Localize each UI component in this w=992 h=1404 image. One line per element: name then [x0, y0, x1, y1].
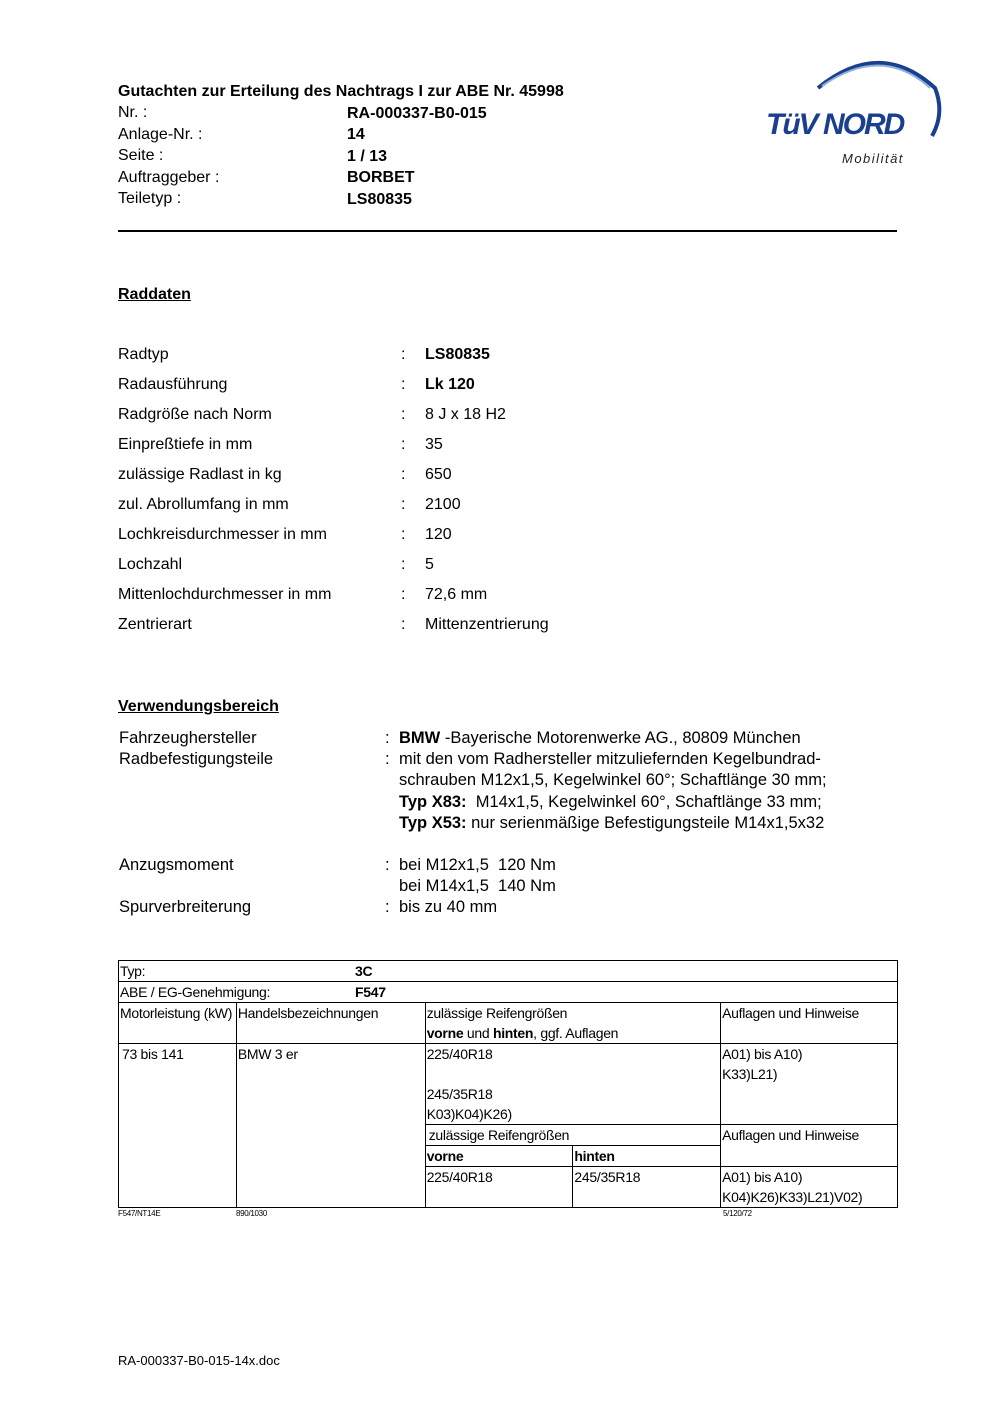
rad-label: zul. Abrollumfang in mm	[118, 496, 289, 513]
col-header-reifen	[425, 1003, 720, 1044]
sub-auflagen-b: K04)K26)K33)L21)V02)	[722, 1189, 863, 1205]
typ-value: 3C	[355, 963, 373, 979]
rad-label: zulässige Radlast in kg	[118, 466, 282, 483]
footer-filename: RA-000337-B0-015-14x.doc	[118, 1353, 280, 1368]
vehicle-spec-table	[118, 960, 898, 1208]
abe-cell	[119, 982, 898, 1003]
header-divider	[118, 230, 897, 232]
cell-reifen	[425, 1044, 720, 1125]
rad-colon: :	[401, 436, 406, 453]
vw-colon: :	[385, 856, 390, 874]
rad-label: Lochkreisdurchmesser in mm	[118, 526, 327, 543]
table-footnote-c: 5/120/72	[723, 1209, 752, 1218]
vw-label: Radbefestigungsteile	[119, 750, 274, 768]
sub-hinten-value: 245/35R18	[573, 1167, 721, 1208]
rad-value: 72,6 mm	[425, 586, 488, 603]
vw-value-line1: mit den vom Radhersteller mitzuliefernden Kegelbundrad-	[399, 750, 821, 768]
rad-value: 120	[425, 526, 452, 543]
rad-label: Zentrierart	[118, 616, 192, 633]
vw-typ-x83: Typ X83:	[399, 793, 467, 811]
col-header-rest: , ggf. Auflagen	[533, 1025, 619, 1041]
table-header-row	[119, 1003, 898, 1044]
header-value-teiletyp: LS80835	[347, 191, 412, 208]
table-row-typ	[119, 961, 898, 982]
header-value-nr: RA-000337-B0-015	[347, 105, 487, 122]
rad-value: LS80835	[425, 346, 490, 363]
table-row	[119, 1044, 898, 1125]
vw-value-line2: bei M14x1,5 140 Nm	[399, 877, 556, 895]
table-footnote-b: 890/1030	[236, 1209, 267, 1218]
rad-colon: :	[401, 556, 406, 573]
vw-colon: :	[385, 750, 390, 768]
header-value-anlage: 14	[347, 126, 365, 143]
logo-brand-text: TüV NORD	[766, 108, 904, 141]
vw-label: Anzugsmoment	[119, 856, 234, 874]
rad-label: Lochzahl	[118, 556, 183, 573]
sub-vorne-value: 225/40R18	[425, 1167, 573, 1208]
vw-value	[399, 728, 801, 749]
rad-value: 8 J x 18 H2	[425, 406, 506, 423]
cell-handel: BMW 3 er	[236, 1044, 425, 1208]
vw-value-line1: bei M12x1,5 120 Nm	[399, 856, 556, 874]
cell-reifen-a: 225/40R18	[426, 1046, 493, 1062]
cell-motor: 73 bis 141	[119, 1044, 237, 1208]
col-header-reifen-line1: zulässige Reifengrößen	[426, 1005, 568, 1021]
vw-label: Spurverbreiterung	[119, 898, 252, 916]
header-label-teiletyp: Teiletyp :	[118, 190, 182, 207]
typ-cell	[119, 961, 898, 982]
raddaten-title: Raddaten	[118, 286, 191, 303]
sub-hinten-header: hinten	[573, 1146, 721, 1167]
col-header-auflagen: Auflagen und Hinweise	[721, 1003, 898, 1044]
cell-auflagen-a: A01) bis A10)	[722, 1046, 803, 1062]
vw-brand: BMW	[399, 729, 441, 747]
header-value-seite: 1 / 13	[347, 148, 388, 165]
rad-colon: :	[401, 406, 406, 423]
typ-label: Typ:	[120, 963, 146, 979]
col-header-und: und	[463, 1025, 493, 1041]
header-label-auftraggeber: Auftraggeber :	[118, 169, 220, 186]
cell-reifen-c: K03)K04)K26)	[426, 1106, 512, 1122]
tuv-nord-logo	[760, 58, 950, 173]
rad-value: 650	[425, 466, 452, 483]
cell-reifen-b: 245/35R18	[426, 1086, 493, 1102]
col-header-vorne: vorne	[426, 1025, 464, 1041]
sub-auflagen-cell	[721, 1167, 898, 1208]
rad-value: Mittenzentrierung	[425, 616, 549, 633]
logo-sub-text: Mobilität	[842, 151, 904, 166]
header-label-anlage: Anlage-Nr. :	[118, 126, 203, 143]
table-row-abe	[119, 982, 898, 1003]
rad-colon: :	[401, 586, 406, 603]
vw-colon: :	[385, 729, 390, 747]
sub-auflagen-header: Auflagen und Hinweise	[721, 1125, 898, 1167]
rad-colon: :	[401, 526, 406, 543]
rad-colon: :	[401, 346, 406, 363]
rad-label: Radausführung	[118, 376, 228, 393]
col-header-handel: Handelsbezeichnungen	[236, 1003, 425, 1044]
rad-value: 5	[425, 556, 434, 573]
rad-colon: :	[401, 616, 406, 633]
verwendung-title: Verwendungsbereich	[118, 698, 279, 715]
document-title: Gutachten zur Erteilung des Nachtrags I zur ABE Nr. 45998	[118, 83, 564, 100]
rad-label: Radtyp	[118, 346, 169, 363]
col-header-hinten: hinten	[492, 1025, 534, 1041]
vw-value-line2: schrauben M12x1,5, Kegelwinkel 60°; Schaftlänge 30 mm;	[399, 771, 827, 789]
vw-typ-x53-text: nur serienmäßige Befestigungsteile M14x1,5x32	[466, 814, 825, 832]
abe-value: F547	[355, 984, 386, 1000]
header-label-nr: Nr. :	[118, 104, 148, 121]
header-label-seite: Seite :	[118, 147, 164, 164]
sub-reifen-header: zulässige Reifengrößen	[425, 1125, 720, 1146]
sub-auflagen-a: A01) bis A10)	[722, 1169, 803, 1185]
vw-value: bis zu 40 mm	[399, 898, 498, 916]
vw-value-line4	[399, 813, 824, 834]
vw-typ-x83-text: M14x1,5, Kegelwinkel 60°, Schaftlänge 33 mm;	[466, 793, 822, 811]
table-footnote-a: F547/NT14E	[118, 1209, 161, 1218]
vw-colon: :	[385, 898, 390, 916]
rad-label: Radgröße nach Norm	[118, 406, 272, 423]
vw-typ-x53: Typ X53:	[399, 814, 467, 832]
vw-brand-rest: -Bayerische Motorenwerke AG., 80809 München	[440, 729, 801, 747]
rad-label: Einpreßtiefe in mm	[118, 436, 253, 453]
cell-auflagen-b: K33)L21)	[722, 1066, 778, 1082]
rad-value: 2100	[425, 496, 461, 513]
rad-colon: :	[401, 496, 406, 513]
rad-colon: :	[401, 376, 406, 393]
rad-value: 35	[425, 436, 443, 453]
rad-value: Lk 120	[425, 376, 475, 393]
rad-colon: :	[401, 466, 406, 483]
vw-value-line3	[399, 792, 822, 813]
cell-auflagen	[721, 1044, 898, 1125]
sub-vorne-header: vorne	[425, 1146, 573, 1167]
abe-label: ABE / EG-Genehmigung:	[120, 984, 271, 1000]
rad-label: Mittenlochdurchmesser in mm	[118, 586, 332, 603]
vw-label: Fahrzeughersteller	[119, 729, 257, 747]
col-header-motor: Motorleistung (kW)	[119, 1003, 237, 1044]
header-value-auftraggeber: BORBET	[347, 169, 415, 186]
